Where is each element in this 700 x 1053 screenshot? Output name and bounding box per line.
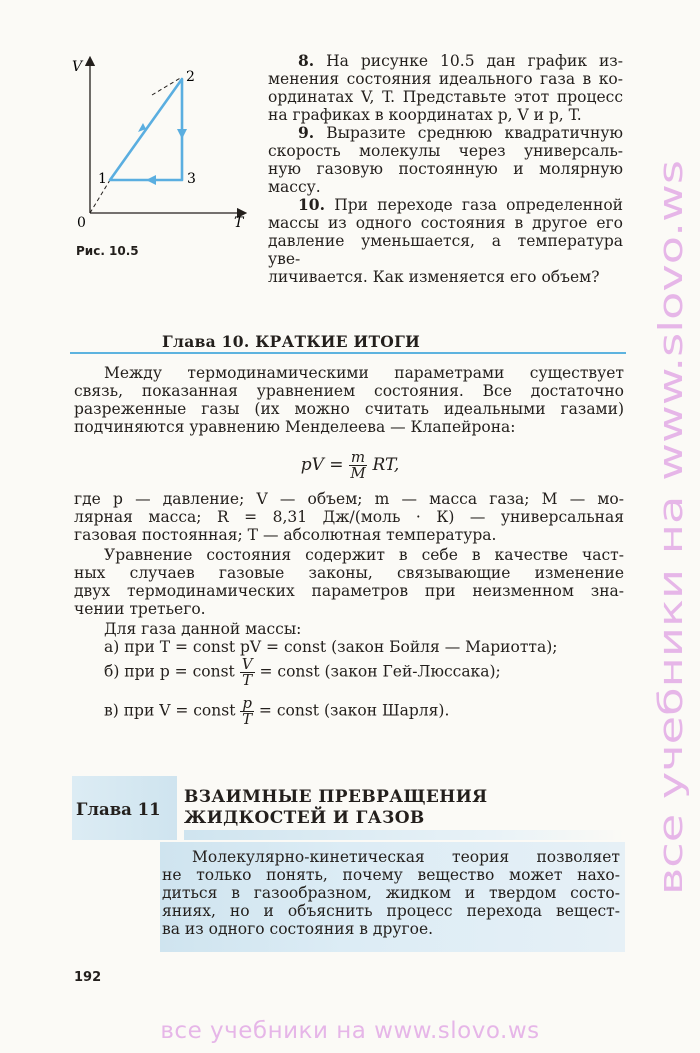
- text-line: лярная масса; R = 8,31 Дж/(моль · К) — универсальная: [74, 508, 624, 526]
- problem-number: 8.: [298, 51, 315, 70]
- text-line: ва из одного состояния в другое.: [162, 920, 434, 938]
- problem-9: [268, 124, 623, 196]
- text-line: газовая постоянная; T — абсолютная температура.: [74, 526, 497, 544]
- text-line: диться в газообразном, жидком и твердом состо-: [162, 884, 620, 902]
- chapter-title-line: ЖИДКОСТЕЙ И ГАЗОВ: [184, 808, 425, 828]
- chapter-label: Глава 11: [76, 800, 161, 819]
- chapter-title-band: [184, 830, 624, 840]
- summary-para-3: [74, 546, 624, 618]
- text-line: связь, показанная уравнением состояния. Все достаточно: [74, 382, 624, 400]
- text-line: не только понять, почему вещество может нахо-: [162, 866, 620, 884]
- problem-line: При переходе газа определенной: [334, 196, 623, 214]
- problems-block: [268, 52, 623, 286]
- summary-para-1: [74, 364, 624, 436]
- problem-number: 10.: [298, 195, 325, 214]
- summary-divider: [70, 352, 626, 354]
- summary-title: Глава 10. КРАТКИЕ ИТОГИ: [162, 332, 421, 351]
- law-numerator: V: [241, 655, 253, 673]
- side-watermark-text: все учебники на www.slovo.ws: [651, 370, 690, 895]
- text-line: Уравнение состояния содержит в себе в качестве част-: [104, 546, 624, 564]
- text-line: Молекулярно-кинетическая теория позволяет: [192, 848, 620, 866]
- formula-fraction: [349, 450, 367, 481]
- law-numerator: p: [242, 694, 252, 712]
- chapter-intro: [162, 848, 620, 938]
- problem-line: личивается. Как изменяется его объем?: [268, 268, 600, 286]
- problem-number: 9.: [298, 123, 315, 142]
- text-line: разреженные газы (их можно считать идеальными газами): [74, 400, 624, 418]
- text-line: ных случаев газовые законы, связывающие изменение: [74, 564, 624, 582]
- process-cycle: [110, 79, 182, 180]
- chapter-title: [184, 787, 488, 829]
- law-boyle-mariotte: а) при T = const pV = const (закон Бойля — Мариотта);: [104, 638, 558, 656]
- text-line: яниях, но и объяснить процесс перехода вещест-: [162, 902, 620, 920]
- axis-v-label: V: [72, 59, 83, 75]
- law-denominator: T: [242, 671, 253, 689]
- text-line: подчиняются уравнению Менделеева — Клапейрона:: [74, 418, 516, 436]
- law-fraction: [240, 696, 254, 727]
- problem-line: ординатах V, T. Представьте этот процесс: [268, 88, 623, 106]
- axis-t-label: T: [234, 215, 244, 231]
- problem-line: Выразите среднюю квадратичную: [326, 124, 623, 142]
- text-line: Между термодинамическими параметрами существует: [104, 364, 624, 382]
- law-result: = const (закон Гей-Люссака);: [259, 662, 501, 681]
- problem-line: массу.: [268, 178, 321, 196]
- problem-line: ную газовую постоянную и молярную: [268, 160, 623, 178]
- law-gay-lussac: [104, 657, 624, 688]
- problem-8: [268, 52, 623, 124]
- formula-denominator: M: [350, 464, 366, 482]
- figure-caption: Рис. 10.5: [76, 244, 139, 258]
- problem-line: На рисунке 10.5 дан график из-: [326, 52, 623, 70]
- problem-line: массы из одного состояния в другое его: [268, 214, 623, 232]
- side-watermark: [638, 150, 700, 910]
- problem-line: на графиках в координатах p, V и p, T.: [268, 106, 582, 124]
- summary-para-4: Для газа данной массы:: [104, 620, 302, 638]
- point-1-label: 1: [98, 171, 107, 187]
- law-result: = const (закон Шарля).: [258, 701, 450, 720]
- point-2-label: 2: [186, 69, 195, 85]
- arrow-3-1: [146, 175, 156, 185]
- law-charles: [104, 696, 624, 727]
- chapter-title-line: ВЗАИМНЫЕ ПРЕВРАЩЕНИЯ: [184, 787, 488, 807]
- mendeleev-clapeyron-formula: [0, 450, 700, 481]
- summary-para-2: [74, 490, 624, 544]
- point-3-label: 3: [187, 171, 196, 187]
- law-fraction: [240, 657, 255, 688]
- problem-10: [268, 196, 623, 286]
- formula-left: pV =: [300, 455, 344, 475]
- problem-line: менения состояния идеального газа в ко-: [268, 70, 623, 88]
- text-line: где p — давление; V — объем; m — масса газа; M — мо-: [74, 490, 624, 508]
- formula-right: RT,: [372, 455, 400, 475]
- law-condition: в) при V = const: [104, 701, 236, 720]
- formula-numerator: m: [350, 448, 366, 466]
- page-number: 192: [74, 970, 102, 985]
- problem-line: давление уменьшается, а температура уве-: [268, 232, 623, 268]
- law-condition: б) при p = const: [104, 662, 235, 681]
- arrow-2-3: [177, 129, 187, 139]
- text-line: двух термодинамических параметров при неизменном зна-: [74, 582, 624, 600]
- bottom-watermark[interactable]: все учебники на www.slovo.ws: [160, 1018, 540, 1044]
- law-denominator: T: [242, 710, 253, 728]
- problem-line: скорость молекулы через универсаль-: [268, 142, 623, 160]
- origin-label: 0: [77, 215, 86, 231]
- text-line: чении третьего.: [74, 600, 206, 618]
- figure-10-5: [70, 55, 250, 235]
